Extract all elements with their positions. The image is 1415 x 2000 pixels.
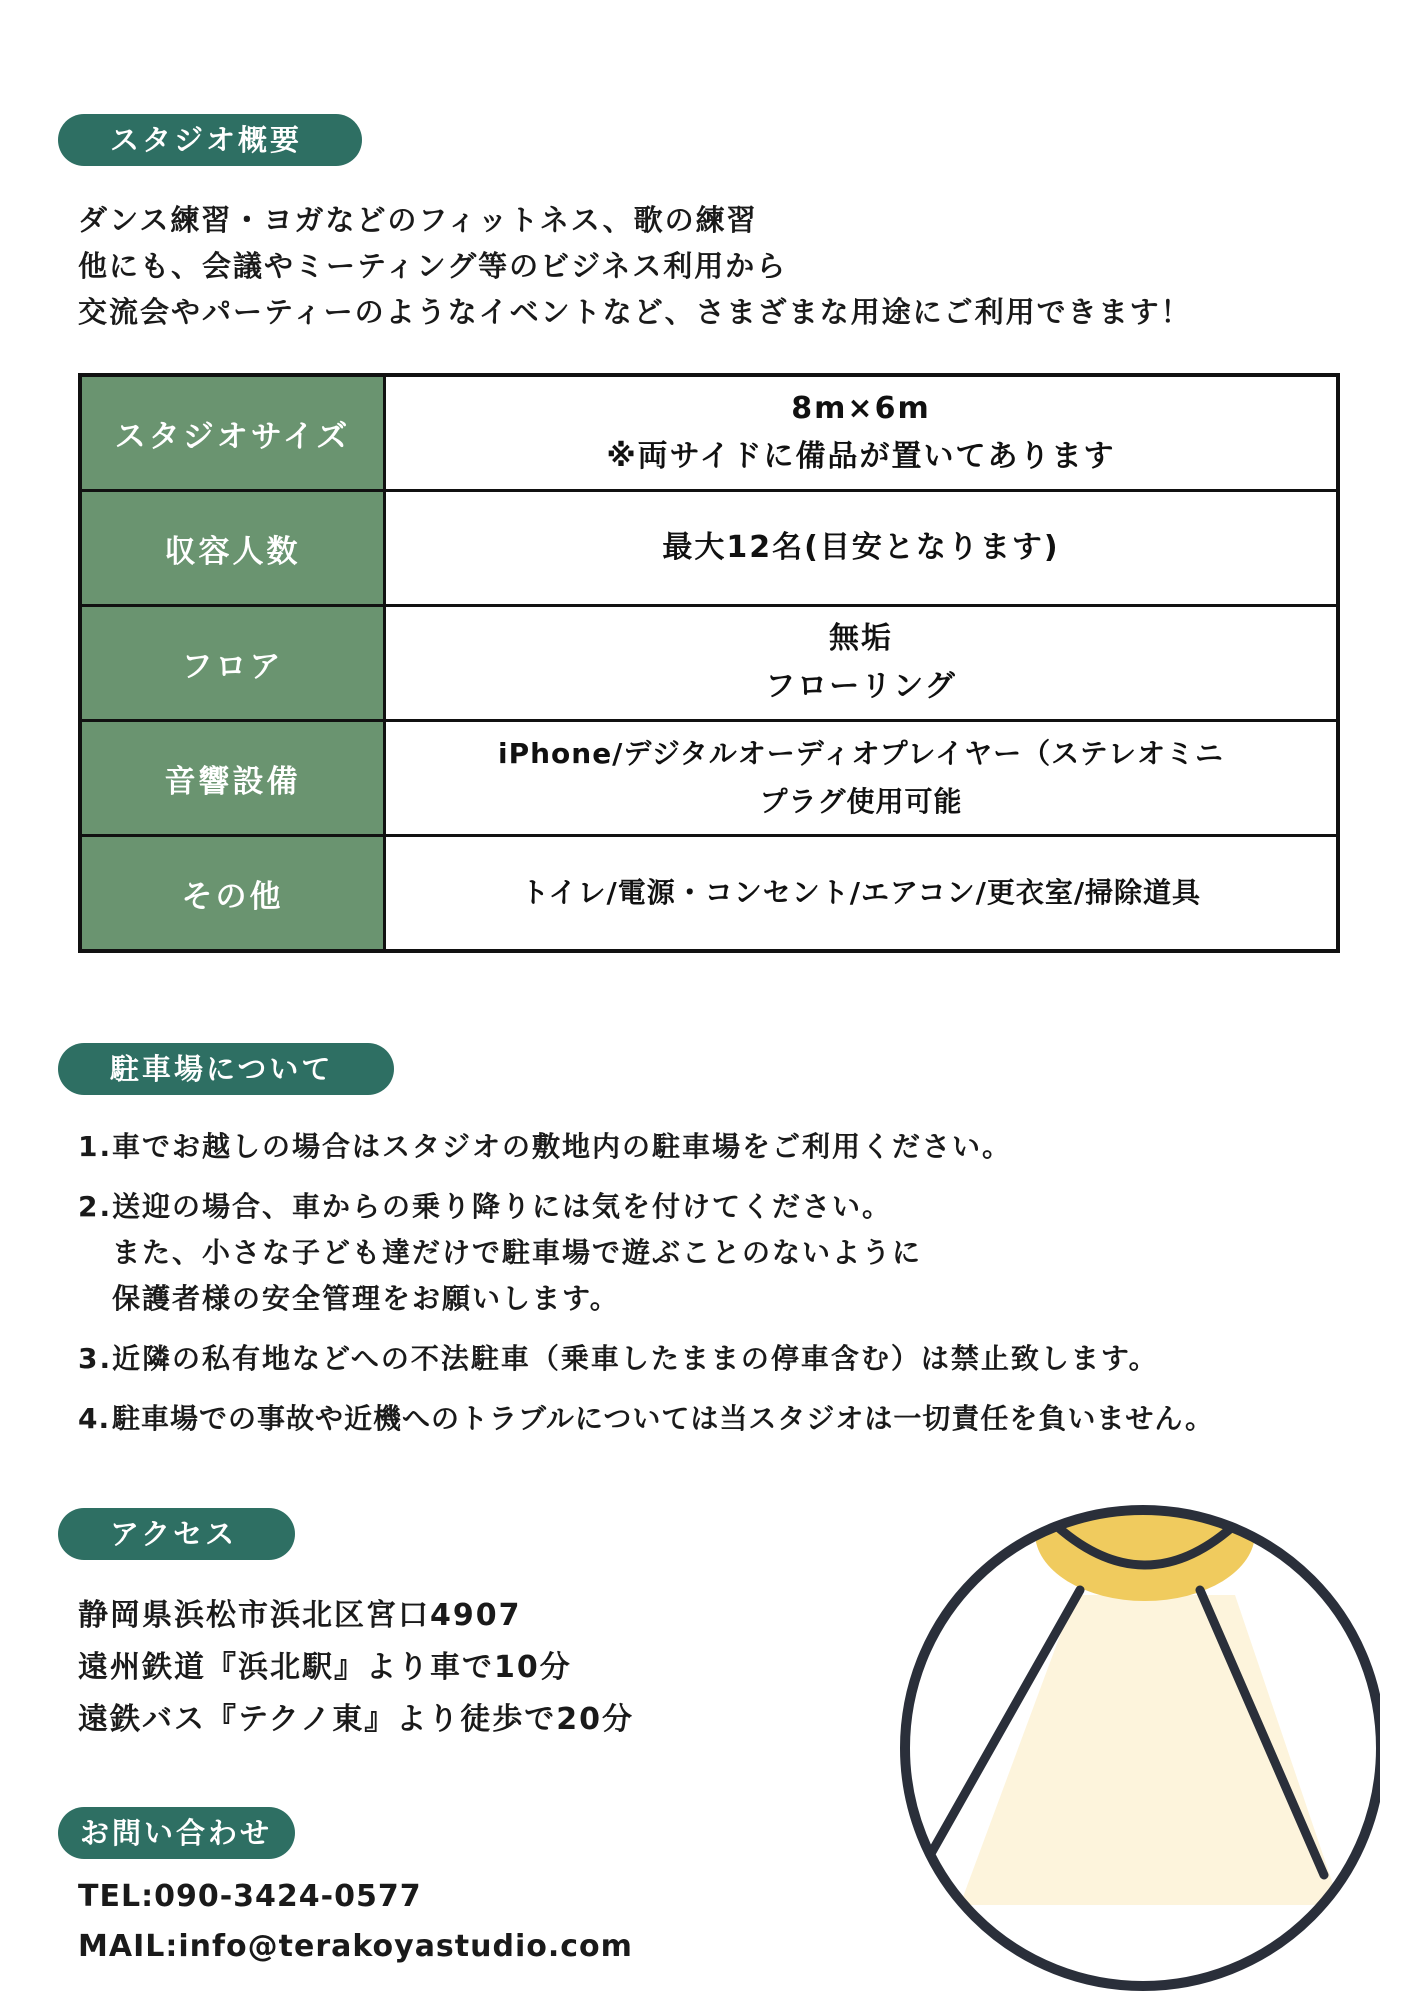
row-label: フロア [80,606,385,721]
list-number: 2. [78,1190,113,1223]
value-line: 最大12名(目安となります) [662,530,1060,565]
contact-info [78,1872,633,1972]
table-row [80,606,1338,721]
phone-number[interactable]: TEL:090-3424-0577 [78,1879,422,1914]
value-line: iPhone/デジタルオーディオプレイヤー（ステレオミニ [497,737,1225,770]
parking-rules-list [78,1124,1214,1456]
contact-heading: お問い合わせ [58,1807,295,1859]
table-row [80,721,1338,836]
parking-heading: 駐車場について [58,1043,394,1095]
light-beam [960,1595,1340,1905]
row-value [385,491,1339,606]
row-label: その他 [80,836,385,952]
row-value [385,721,1339,836]
table-row [80,375,1338,491]
value-line: ※両サイドに備品が置いてあります [606,439,1116,474]
list-text: 保護者様の安全管理をお願いします。 [112,1282,620,1315]
list-number: 3. [78,1342,113,1375]
address-line: 静岡県浜松市浜北区宮口4907 [78,1598,522,1633]
row-value [385,606,1339,721]
list-text: 近隣の私有地などへの不法駐車（乗車したままの停車含む）は禁止致します。 [112,1342,1159,1375]
studio-info-table [78,373,1340,953]
list-number: 1. [78,1130,113,1163]
row-value [385,375,1339,491]
value-line: フローリング [765,669,957,704]
value-line: トイレ/電源・コンセント/エアコン/更衣室/掃除道具 [520,876,1202,909]
access-info [78,1590,634,1746]
bus-access-line: 遠鉄バス『テクノ東』より徒歩で20分 [78,1702,634,1737]
list-item [78,1124,1214,1170]
table-row [80,491,1338,606]
lamp-icon [900,1495,1380,2000]
overview-text [78,197,1192,335]
list-item [78,1396,1214,1442]
list-text: また、小さな子ども達だけで駐車場で遊ぶことのないように [112,1236,923,1269]
list-text: 駐車場での事故や近機へのトラブルについては当スタジオは一切責任を負いません。 [112,1402,1215,1435]
list-item [78,1336,1214,1382]
row-value [385,836,1339,952]
access-heading: アクセス [58,1508,295,1560]
overview-line: 他にも、会議やミーティング等のビジネス利用から [78,249,788,283]
overview-line: ダンス練習・ヨガなどのフィットネス、歌の練習 [78,203,758,237]
overview-line: 交流会やパーティーのようなイベントなど、さまざまな用途にご利用できます！ [78,295,1192,329]
list-number: 4. [78,1402,111,1435]
train-access-line: 遠州鉄道『浜北駅』より車で10分 [78,1650,572,1685]
list-item [78,1184,1214,1322]
row-label: 音響設備 [80,721,385,836]
list-text: 車でお越しの場合はスタジオの敷地内の駐車場をご利用ください。 [112,1130,1013,1163]
value-line: プラグ使用可能 [759,785,963,818]
value-line: 8m×6m [791,391,931,426]
row-label: スタジオサイズ [80,375,385,491]
list-text: 送迎の場合、車からの乗り降りには気を付けてください。 [112,1190,893,1223]
email-address[interactable]: MAIL:info@terakoyastudio.com [78,1929,633,1964]
overview-heading: スタジオ概要 [58,114,362,166]
row-label: 収容人数 [80,491,385,606]
value-line: 無垢 [829,621,893,656]
table-row [80,836,1338,952]
